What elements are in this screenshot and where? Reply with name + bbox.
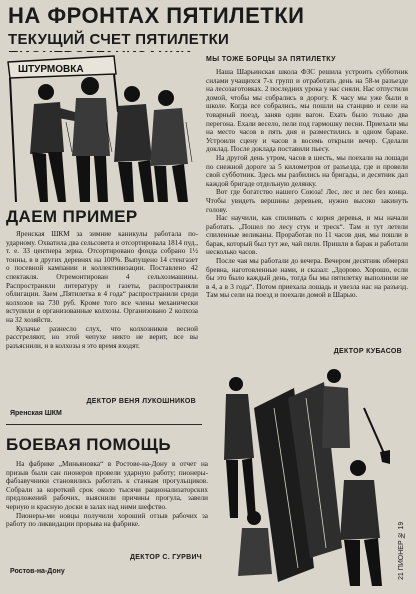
banner-text: ШТУРМОВКА [18, 64, 84, 75]
example-heading: ДАЕМ ПРИМЕР [6, 207, 138, 226]
fighters-signature: ДЕКТОР КУБАСОВ [333, 348, 402, 355]
fighters-paragraph: На другой день утром, часов в шесть, мы поехали на лошади по снежной дороге за 5 километров от разъезда, где и провели свой субботник. Здесь мы разбились на бригады, и десятник дал каждой бригаде отдельную делянку. [206, 153, 408, 188]
fighters-paragraph: Нас научили, как спиливать с корня деревья, и мы начали работать. „Пошел по лесу стук и треск“. Там и тут летели спиленные великаны. Проработав по 11 часов дня, мы пошли в барак, который был тут же, чай пили. Пришли в барак и работали несколько часов. [206, 214, 408, 257]
example-signature: ДЕКТОР ВЕНЯ ЛУКОШНИКОВ [86, 398, 196, 405]
help-signature: ДЕКТОР С. ГУРВИЧ [129, 554, 202, 561]
fighters-subheading: МЫ ТОЖЕ БОРЦЫ ЗА ПЯТИЛЕТКУ [206, 56, 336, 63]
workers-illustration [6, 52, 198, 204]
page-subtitle: ТЕКУЩИЙ СЧЕТ ПЯТИЛЕТКИ [8, 31, 230, 48]
section-divider [6, 424, 202, 425]
log-workers-illustration [214, 368, 392, 588]
example-place: Яренская ШКМ [10, 410, 62, 417]
workers-drawing [6, 52, 198, 204]
help-paragraph: На фабрике „Миньяновка“ в Ростове-на-Дону в отчет на призыв были сан пионеров провели ударную работу; пионеры-фабзавучники становились работать к станкам прогульщиков. Собрали за короткий срок около тысячи рационализаторских предложений рабочих, выяснили причины прогула, завели черную и красную доски в залах над ними шефство. [6, 460, 208, 511]
fighters-article-body [206, 68, 408, 300]
fighters-paragraph: Вот где богатство нашего Союза! Лес, лес и лес без конца. Чтобы увидеть вершины деревьев, нужно высоко закинуть голову. [206, 188, 408, 214]
example-paragraph: Кулачье разнесло слух, что колхозников весной расстреляют, но этой чепухе никто не верит, все вы разъяснили, и в колхозы я это время входят. [6, 324, 198, 350]
page-number-note: 21 ПИОНЕР № 19 [398, 521, 405, 580]
help-place: Ростов-на-Дону [10, 568, 65, 575]
log-workers-drawing [214, 368, 392, 588]
example-article-body [6, 230, 198, 350]
help-heading: БОЕВАЯ ПОМОЩЬ [6, 435, 171, 454]
help-paragraph: Пионеры-ми новцы получили хороший отзыв рабочих за работу по ликвидации прорыва на фабрике. [6, 511, 208, 529]
example-paragraph: Яренская ШКМ за зимние каникулы работала по-ударному. Охватила два сельсовета и отсортировала 1814 пуд., т. е. 33 центнера зерна. Отсортировано фонда собрано 1½ тонны, в в других деревнях на 100%. Выпущено 14 стенгазет о посевной кампании и коллективизации. Поставлено 42 спектакля. Отремонтирован 4 сельхозмашины. Распространяли литературу и газеты, распространяли облигации. Заем „Пятилетка в 4 года“ распространили среди колхозов на 730 руб. Кроме того все члены механически вступили в организованные колхозы. Организовано 2 колхоза на 32 хозяйств. [6, 230, 198, 324]
page-title: НА ФРОНТАХ ПЯТИЛЕТКИ [8, 3, 305, 28]
fighters-paragraph: Наша Шарьинская школа ФЗС решила устроить субботник силами учащихся 7-х групп и отработать день на 58-м разъезде на лесозаготовках. 2 последних урока у нас сняли. Нас отпустили домой, чтобы мы собрались в дорогу. К часу мы уже были в школе. Когда все собрались, мы пошли на станцию и сели на товарный поезд, заняв один вагон. Ехать было только два перегона. Ехали весело, пели под гармошку песни. Приехали мы на место часов в пять дня и разместились в одном бараке. Устроили сцену и часов в восемь открыли вечер. Сделали доклад. После доклада поставили пьесу. [206, 68, 408, 154]
help-article-body [6, 460, 208, 529]
fighters-paragraph: После чая мы работали до вечера. Вечером десятник обмерял бревна, наготовленные нами, и сказал: „Здорово. Хорошо, если бы это было каждый день, тогда бы мы пятилетку выполнили не в 4, а в 3 года“. Потом приехала лошадь и увезла нас на разъезд. Там мы сели на поезд и поехали домой в Шарью. [206, 257, 408, 300]
